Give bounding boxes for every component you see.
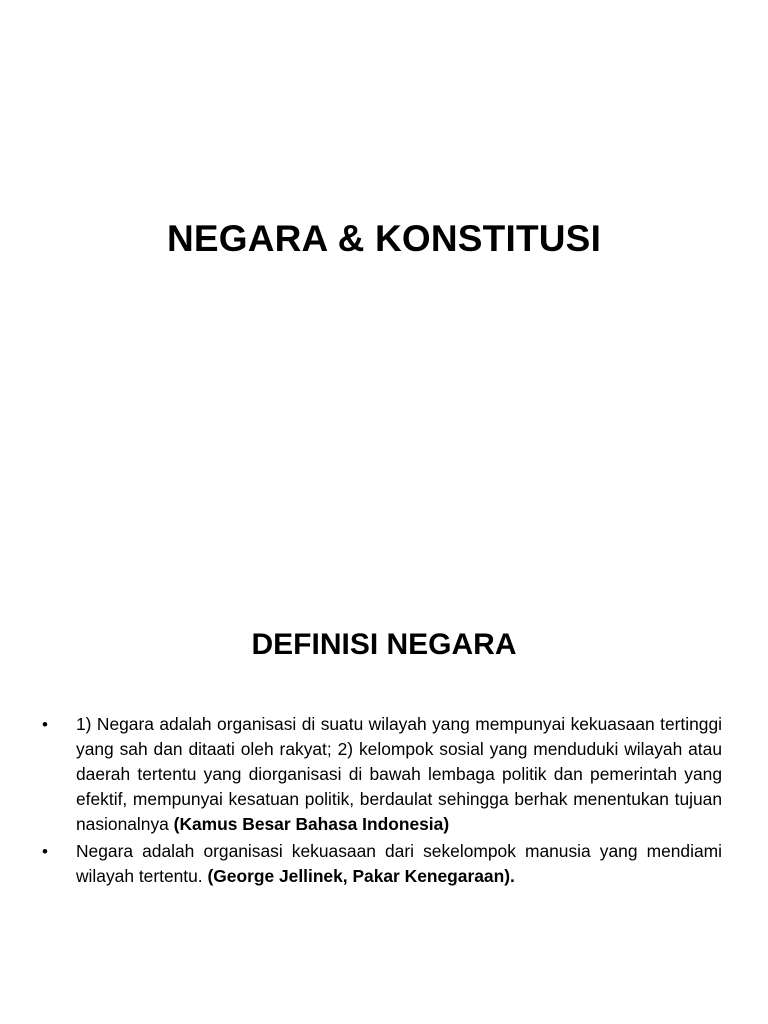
bullet-icon: • <box>42 715 48 734</box>
definition-citation: (George Jellinek, Pakar Kenegaraan). <box>207 866 515 886</box>
definition-text: Negara adalah organisasi kekuasaan dari sekelompok manusia yang mendiami wilayah tertentu. <box>76 841 722 886</box>
definition-citation: (Kamus Besar Bahasa Indonesia) <box>173 814 450 834</box>
definition-item-kbbi <box>36 712 722 837</box>
bullet-icon: • <box>42 842 48 861</box>
slide-title: NEGARA & KONSTITUSI <box>166 218 602 259</box>
section-heading: DEFINISI NEGARA <box>251 628 517 661</box>
definition-item-jellinek <box>36 839 722 889</box>
definition-list <box>36 712 722 891</box>
definition-text: 1) Negara adalah organisasi di suatu wilayah yang mempunyai kekuasaan tertinggi yang sah dan ditaati oleh rakyat; 2) kelompok sosial yang menduduki wilayah atau daerah tertentu yang diorganisasi di bawah lembaga politik dan pemerintah yang efektif, mempunyai kesatuan politik, berdaulat sehingga berhak menentukan tujuan nasionalnya <box>76 714 722 834</box>
